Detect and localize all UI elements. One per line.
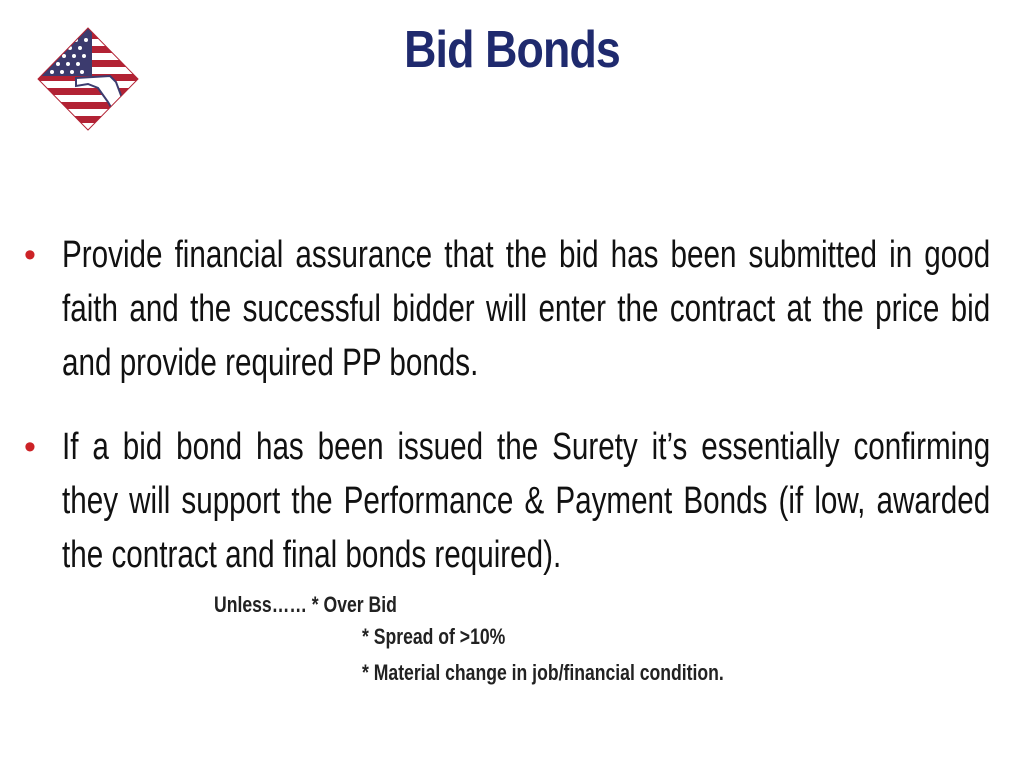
condition-note-unless: Unless…… * Over Bid (214, 592, 397, 617)
bullet-item (22, 228, 1022, 390)
bullet-text: If a bid bond has been issued the Surety it’s essentially confirming they will support the Performance & Payment Bonds (if low, awarded the contract and final bonds required). (62, 426, 991, 576)
bullet-list (22, 228, 1022, 612)
condition-note-material: * Material change in job/financial condition. (362, 660, 724, 685)
bullet-text: Provide financial assurance that the bid has been submitted in good faith and the successful bidder will enter the contract at the price bid and provide required PP bonds. (62, 234, 991, 384)
bullet-item (22, 420, 1022, 582)
slide-title: Bid Bonds (404, 21, 620, 79)
bullet-dot-icon: • (24, 236, 36, 274)
condition-note-spread: * Spread of >10% (362, 624, 506, 649)
bullet-dot-icon: • (24, 428, 36, 466)
